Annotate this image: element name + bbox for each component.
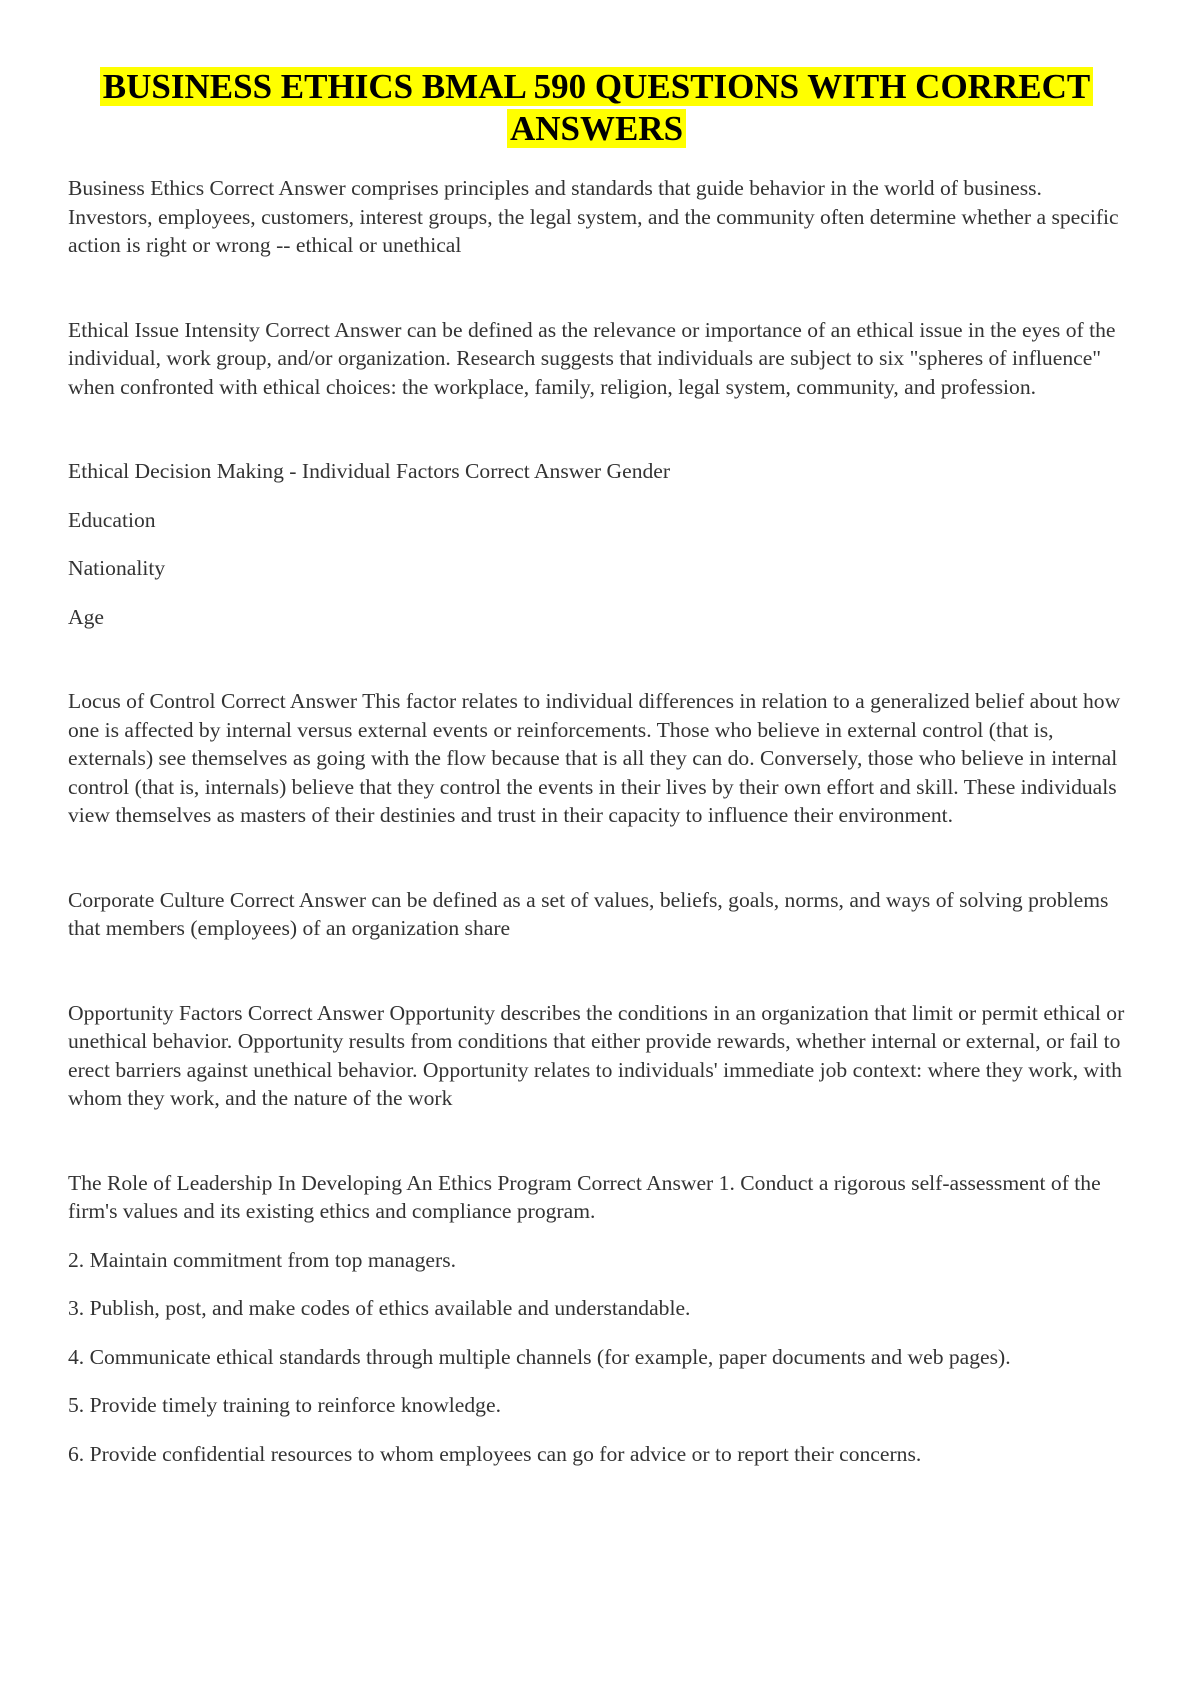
list-item: 5. Provide timely training to reinforce knowledge. xyxy=(68,1393,501,1417)
entry-opportunity-factors: Opportunity Factors Correct Answer Opportunity describes the conditions in an organization that limit or permit ethical or unethical behavior. Opportunity results from conditions that either provide rewards, whether internal or external, or fail to erect barriers against unethical behavior. Opportunity relates to individuals' immediate job context: where they work, with whom they work, and the nature of the work xyxy=(68,1000,1125,1110)
entry-role-of-leadership: The Role of Leadership In Developing An Ethics Program Correct Answer 1. Conduct a rigorous self-assessment of the firm's values and its existing ethics and compliance program. xyxy=(68,1170,1101,1223)
entry-business-ethics: Business Ethics Correct Answer comprises principles and standards that guide behavior in the world of business. Investors, employees, customers, interest groups, the legal system, and the community often determine whether a specific action is right or wrong -- ethical or unethical xyxy=(68,176,1119,257)
list-item: 4. Communicate ethical standards through multiple channels (for example, paper documents and web pages). xyxy=(68,1344,1011,1369)
title-line-2: ANSWERS xyxy=(507,109,686,148)
list-item: 3. Publish, post, and make codes of ethics available and understandable. xyxy=(68,1296,691,1320)
entry-ethical-issue-intensity: Ethical Issue Intensity Correct Answer can be defined as the relevance or importance of an ethical issue in the eyes of the individual, work group, and/or organization. Research suggests that individuals are subject to six "spheres of influence" when confronted with ethical choices: the workplace, family, religion, legal system, community, and profession. xyxy=(68,317,1116,399)
document-title xyxy=(68,66,1125,150)
entry-locus-of-control: Locus of Control Correct Answer This factor relates to individual differences in relation to a generalized belief about how one is affected by internal versus external events or reinforcements. Those who believe in external control (that is, externals) see themselves as going with the flow because that is all they can do. Conversely, those who believe in internal control (that is, internals) believe that they control the events in their lives by their own effort and skill. These individuals view themselves as masters of their destinies and trust in their capacity to influence their environment. xyxy=(68,689,1121,827)
title-line-1: BUSINESS ETHICS BMAL 590 QUESTIONS WITH CORRECT xyxy=(100,67,1093,106)
list-item: 6. Provide confidential resources to whom employees can go for advice or to report their concerns. xyxy=(68,1441,922,1466)
list-item: 2. Maintain commitment from top managers. xyxy=(68,1247,457,1272)
list-item: Age xyxy=(68,604,104,629)
list-item: Education xyxy=(68,507,156,532)
entry-individual-factors: Ethical Decision Making - Individual Factors Correct Answer Gender xyxy=(68,459,671,483)
list-item: Nationality xyxy=(68,556,166,580)
entry-corporate-culture: Corporate Culture Correct Answer can be defined as a set of values, beliefs, goals, norms, and ways of solving problems that members (employees) of an organization share xyxy=(68,887,1109,940)
